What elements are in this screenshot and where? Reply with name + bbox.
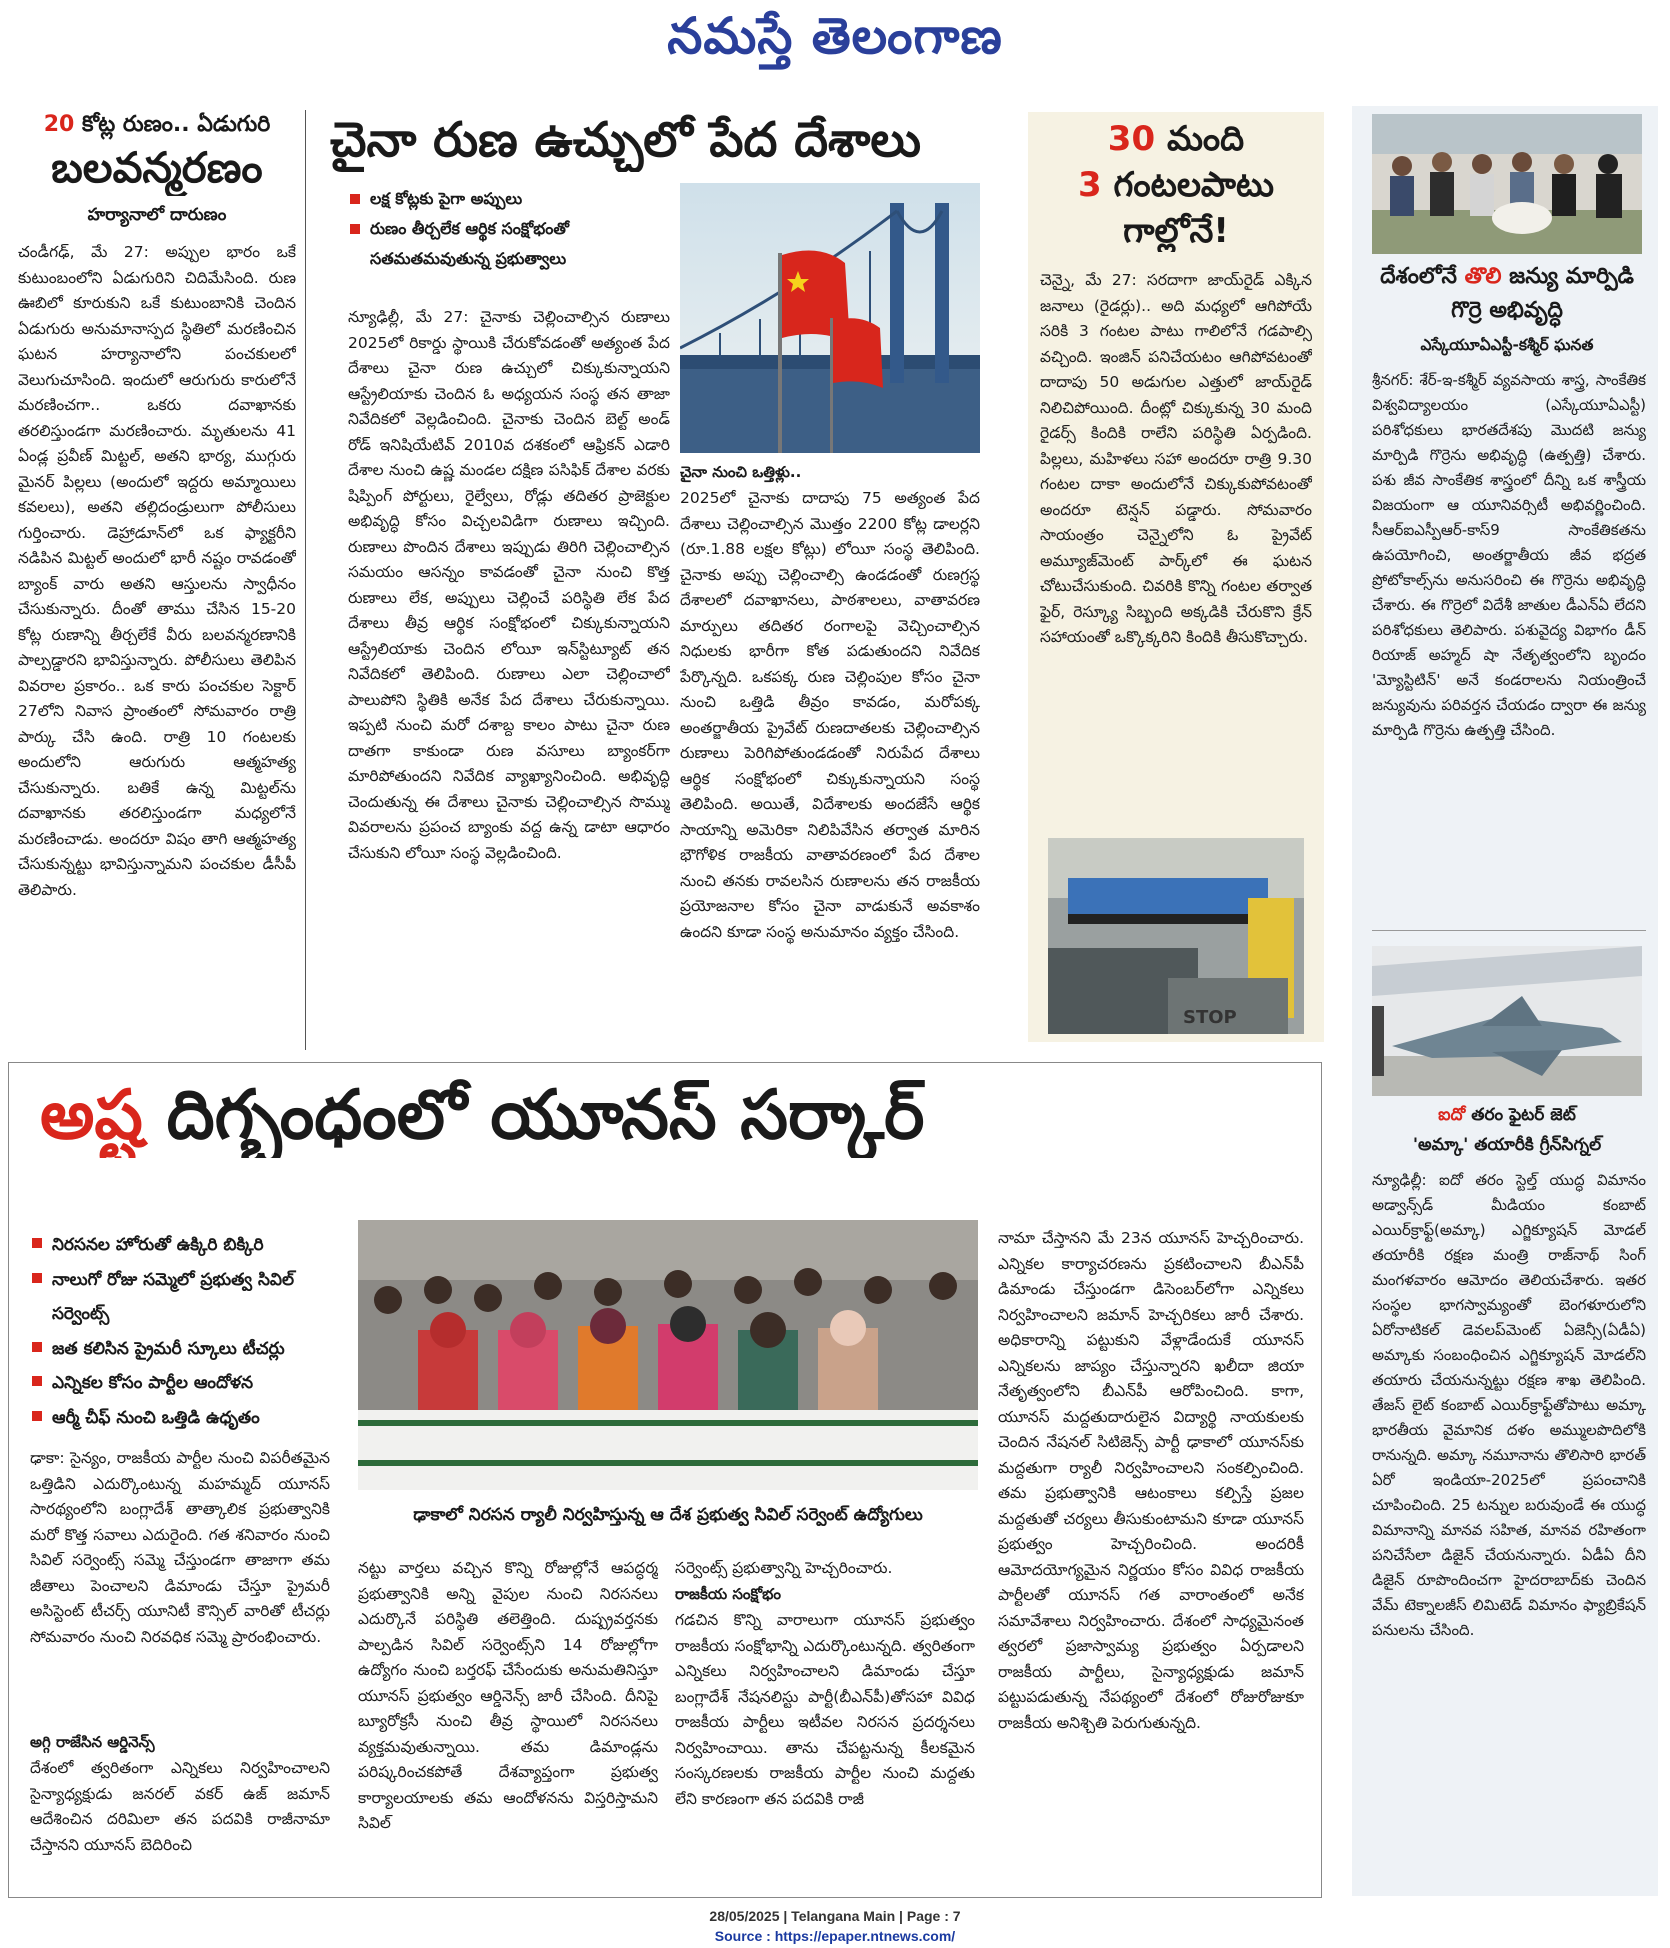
fighter-jet-photo — [1372, 946, 1642, 1096]
story3-number-30: 30 — [1107, 119, 1156, 159]
dhaka-protest-photo — [358, 1220, 978, 1490]
story5-headline-line2: 'అమ్కా' తయారీకి గ్రీన్‌సిగ్నల్ — [1412, 1135, 1602, 1155]
story3-headline-line1 — [1028, 118, 1324, 160]
story6-photo-caption: ఢాకాలో నిరసన ర్యాలీ నిర్వహిస్తున్న ఆ దేశ ప్రభుత్వ సివిల్ సర్వెంట్ ఉద్యోగులు — [413, 1505, 923, 1525]
story4-body: శ్రీనగర్: శేర్-ఇ-కశ్మీర్ వ్యవసాయ శాస్త్ర, సాంకేతిక విశ్వవిద్యాలయం (ఎస్కేయూఏఎస్టీ) పరిశోధకులు భారతదేశపు మొదటి జన్యు మార్పిడి గొర్రెను అభివృద్ధి (ఉత్పత్తి) చేశారు. పశు జీవ సాంకేతిక శాస్త్రంలో దీన్ని ఒక శాస్త్రీయ విజయంగా ఆ యూనివర్సిటీ అభివర్ణించింది. సీఆర్ఐఎస్పీఆర్-కాస్9 సాంకేతికతను ఉపయోగించి, అంతర్జాతీయ జీవ భద్రత ప్రోటోకాల్స్‌ను అనుసరించి ఈ గొర్రెను అభివృద్ధి చేశారు. ఈ గొర్రెలో విదేశీ జాతుల డీఎన్ఏ లేదని పరిశోధకులు తెలిపారు. పశువైద్య విభాగం డీన్ రియాజ్ అహ్మద్ షా నేతృత్వంలోని బృందం 'మ్యోస్టిటిన్' అనే కండరాలను నియంత్రించే జన్యువును పరివర్తన చేయడం ద్వారా ఈ జన్యు మార్పిడి గొర్రెను ఉత్పత్తి చేసింది. — [1372, 371, 1646, 739]
story6-bullet: నాలుగో రోజు సమ్మెలో ప్రభుత్వ సివిల్ సర్వెంట్స్ — [30, 1263, 350, 1332]
story2-headline: చైనా రుణ ఉచ్చులో పేద దేశాలు — [330, 112, 921, 168]
story2-bullet: లక్ష కోట్లకు పైగా అప్పులు — [348, 184, 668, 214]
story6-bullets — [30, 1228, 350, 1435]
story1-headline: బలవన్మరణం — [51, 143, 263, 192]
footer-source-link[interactable]: Source : https://epaper.ntnews.com/ — [714, 1928, 956, 1944]
masthead: నమస్తే తెలంగాణ — [667, 6, 1003, 65]
story-debt-suicide — [18, 110, 296, 1060]
story2-photo-caption: చైనా నుంచి ఒత్తిళ్లు.. — [680, 463, 802, 481]
story3-headline-line2 — [1028, 164, 1324, 206]
story6-headline-highlight: అష్ట — [40, 1075, 143, 1155]
story3-number-3: 3 — [1078, 165, 1102, 205]
story4-headline-part: జన్యు మార్పిడి గొర్రె అభివృద్ధి — [1451, 264, 1634, 323]
story3-body: చెన్నై, మే 27: సరదాగా జాయ్‌రైడ్ ఎక్కిన జనాలు (రైడర్లు).. అది మధ్యలో ఆగిపోయే సరికి 3 గంటల పాటు గాలిలోనే గడపాల్సి వచ్చింది. ఇంజిన్ పనిచేయటం ఆగిపోవటంతో దాదాపు 50 అడుగుల ఎత్తులో జాయ్‌రైడ్ నిలిచిపోయింది. దీంట్లో చిక్కుకున్న 30 మంది రైడర్స్ కిందికి రాలేని పరిస్థితి ఏర్పడింది. పిల్లలు, మహిళలు సహా అందరూ రాత్రి 9.30 గంటల దాకా అందులోనే చిక్కుకుపోవటంతో అందరూ టెన్షన్ పడ్డారు. సోమవారం సాయంత్రం చెన్నైలోని ఓ ప్రైవేట్ అమ్యూజ్‌మెంట్ పార్క్‌లో ఈ ఘటన చోటుచేసుకుంది. చివరికి కొన్ని గంటల తర్వాత ఫైర్, రెస్క్యూ సిబ్బంది అక్కడికి చేరుకొని క్రేన్ సహాయంతో ఒక్కొక్కరిని కిందికి తీసుకొచ్చారు. — [1040, 271, 1312, 646]
story5-headline-highlight: ఐదో — [1438, 1105, 1466, 1125]
story6-bullet: ఆర్మీ చీఫ్ నుంచి ఒత్తిడి ఉధృతం — [30, 1401, 350, 1436]
china-flags-bridge-photo — [680, 183, 980, 453]
story4-headline-highlight: తొలి — [1464, 264, 1502, 289]
story5-body: న్యూఢిల్లీ: ఐదో తరం స్టెల్త్ యుద్ధ విమానం అడ్వాన్స్‌డ్ మీడియం కంబాట్ ఎయిర్‌క్రాఫ్ట్(అమ్కా) ఎగ్జిక్యూషన్ మోడల్ తయారీకి రక్షణ మంత్రి రాజ్‌నాథ్ సింగ్ మంగళవారం ఆమోదం తెలియచేశారు. ఇతర సంస్థల భాగస్వామ్యంతో బెంగళూరులోని ఏరోనాటికల్ డెవలప్‌మెంట్ ఏజెన్సీ(ఏడీఏ) అమ్కాకు సంబంధించిన ఎగ్జిక్యూషన్ మోడల్‌ని తయారు చేయనున్నట్టు రక్షణ శాఖ తెలిపింది. తేజస్ లైట్ కంబాట్ ఎయిర్‌క్రాఫ్ట్‌తోపాటు అమ్కా భారతీయ వైమానిక దళం అమ్ములపొదిలోకి రానున్నది. అమ్కా నమూనాను తొలిసారి భారత్ ఏరో ఇండియా-2025లో ప్రపంచానికి చూపించింది. 25 టన్నుల బరువుండే ఈ యుద్ధ విమానాన్ని మానవ సహిత, మానవ రహితంగా పనిచేసేలా డిజైన్ చేయనున్నారు. ఏడీఏ దీని డిజైన్ రూపొందించగా హైదరాబాద్‌కు చెందిన వేమ్ టెక్నాలజీస్ లిమిటెడ్ విమానం ఫ్యాబ్రికేషన్ పనులను చేసింది. — [1372, 1171, 1646, 1639]
story4-headline — [1362, 260, 1652, 328]
story6-bullet: నిరసనల హోరుతో ఉక్కిరి బిక్కిరి — [30, 1228, 350, 1263]
joyride-photo — [1048, 838, 1304, 1034]
story6-col3-subhead: రాజకీయ సంక్షోభం — [675, 1585, 781, 1603]
story6-headline — [40, 1072, 1310, 1158]
story6-body-col4: నామా చేస్తానని మే 23న యూనస్ హెచ్చరించారు. ఎన్నికల కార్యాచరణను ప్రకటించాలని బీఎన్‌పీ డిమాండు చేస్తుండగా డిసెంబర్‌లోగా ఎన్నికలు నిర్వహించాలని జమాన్ హెచ్చరికలు జారీ చేశారు. అధికారాన్ని పట్టుకుని వేళ్లాడేందుకే యూనస్ ఎన్నికలను జాప్యం చేస్తున్నారని ఖలీదా జియా నేతృత్వంలోని బీఎన్‌పీ ఆరోపించింది. కాగా, యూనస్ మద్దతుదారులైన విద్యార్థి నాయకులకు చెందిన నేషనల్ సిటిజెన్స్ పార్టీ ఢాకాలో యూనస్‌కు మద్దతుగా ర్యాలీ నిర్వహించాలని సంకల్పించింది. తమ ప్రభుత్వానికి ఆటంకాలు కల్పిస్తే ప్రజల మద్దతుతో చర్యలు తీసుకుంటామని కూడా యూనస్ ప్రభుత్వం హెచ్చరించింది. అందరికీ ఆమోదయోగ్యమైన నిర్ణయం కోసం వివిధ రాజకీయ పార్టీలతో యూనస్ గత వారాంతంలో అనేక సమావేశాలు నిర్వహించారు. దేశంలో సాధ్యమైనంత త్వరలో ప్రజాస్వామ్య ప్రభుత్వం ఏర్పడాలని రాజకీయ పార్టీలు, సైన్యాధ్యక్షుడు జమాన్ పట్టుపడుతున్న నేపథ్యంలో దేశంలో రోజురోజుకూ రాజకీయ అనిశ్చితి పెరుగుతున్నది. — [998, 1229, 1304, 1732]
story6-body-col1: ఢాకా: సైన్యం, రాజకీయ పార్టీల నుంచి విపరీతమైన ఒత్తిడిని ఎదుర్కొంటున్న మహమ్మద్ యూనస్ సారథ్యంలోని బంగ్లాదేశ్ తాత్కాలిక ప్రభుత్వానికి మరో కొత్త సవాలు ఎదురైంది. గత శనివారం నుంచి సివిల్ సర్వెంట్స్ సమ్మె చేస్తుండగా తాజాగా తమ జీతాలు పెంచాలని డిమాండు చేస్తూ ప్రైమరీ అసిస్టెంట్ టీచర్స్ యూనిటీ కౌన్సిల్ వారితో టీచర్లు సోమవారం నుంచి నిరవధిక సమ్మె ప్రారంభించారు. — [30, 1449, 330, 1646]
story6-col1-subhead: అగ్గి రాజేసిన ఆర్డినెన్స్ — [30, 1733, 155, 1751]
story3-headline-text: గంటలపాటు — [1101, 165, 1274, 205]
story2-body-col1: న్యూఢిల్లీ, మే 27: చైనాకు చెల్లించాల్సిన రుణాలు 2025లో రికార్డు స్థాయికి చేరుకోవడంతో అత్యంత పేద దేశాలు చైనా రుణ ఉచ్చులో చిక్కుకున్నాయని ఆస్ట్రేలియాకు చెందిన ఓ అధ్యయన సంస్థ తన తాజా నివేదికలో వెల్లడించింది. చైనాకు చెందిన బెల్ట్ అండ్ రోడ్ ఇనిషియేటివ్ 2010వ దశకంలో ఆఫ్రికన్ ఎడారి దేశాల నుంచి ఉష్ణ మండల దక్షిణ పసిఫిక్ దేశాల వరకు షిప్పింగ్ పోర్టులు, రైల్వేలు, రోడ్లు తదితర ప్రాజెక్టుల అభివృద్ధి కోసం విచ్చలవిడిగా రుణాలు ఇచ్చింది. రుణాలు పొందిన దేశాలు ఇప్పుడు తిరిగి చెల్లించాల్సిన సమయం ఆసన్నం కావడంతో చైనా నుంచి కొత్త రుణాలు లేక, అప్పులు చెల్లించే పరిస్థితి లేక పేద దేశాలు తీవ్ర ఆర్థిక సంక్షోభంలో చిక్కుకున్నాయని ఆస్ట్రేలియాకు చెందిన లోయీ ఇన్‌స్టిట్యూట్ తన నివేదికలో తెలిపింది. రుణాలు ఎలా చెల్లించాలో పాలుపోని స్థితికి అనేక పేద దేశాలు చేరుకున్నాయి. ఇప్పటి నుంచి మరో దశాబ్ద కాలం పాటు చైనా రుణ దాతగా కాకుండా రుణ వసూలు బ్యాంకర్‌గా మారిపోతుందని నివేదిక వ్యాఖ్యానించింది. అభివృద్ధి చెందుతున్న ఈ దేశాలు చైనాకు చెల్లించాల్సిన సొమ్ము వివరాలను ప్రపంచ బ్యాంకు వద్ద ఉన్న డాటా ఆధారం చేసుకుని లోయీ సంస్థ వెల్లడించింది. — [348, 308, 670, 862]
story5-headline-part: తరం ఫైటర్ జెట్ — [1465, 1105, 1576, 1125]
researchers-with-sheep-photo — [1372, 114, 1642, 254]
story6-body-col3b: గడచిన కొన్ని వారాలుగా యూనస్ ప్రభుత్వం రాజకీయ సంక్షోభాన్ని ఎదుర్కొంటున్నది. త్వరితంగా ఎన్నికలు నిర్వహించాలని డిమాండు చేస్తూ బంగ్లాదేశ్ నేషనలిస్టు పార్టీ(బీఎన్‌పీ)తోసహా వివిధ రాజకీయ పార్టీలు ఇటీవల నిరసన ప్రదర్శనలు నిర్వహించాయి. తాను చేపట్టనున్న కీలకమైన సంస్కరణలకు రాజకీయ పార్టీల నుంచి మద్దతు లేని కారణంగా తన పదవికి రాజీ — [675, 1611, 975, 1808]
story2-bullet: రుణం తీర్చలేక ఆర్థిక సంక్షోభంతో సతమతమవుతున్న ప్రభుత్వాలు — [348, 214, 668, 274]
svg-text:STOP: STOP — [1183, 1007, 1237, 1028]
story6-body-col3: సర్వెంట్స్ ప్రభుత్వాన్ని హెచ్చరించారు. — [675, 1559, 893, 1577]
story6-headline-part: దిగ్బంధంలో యూనస్ సర్కార్ — [142, 1075, 925, 1155]
column-divider — [305, 110, 306, 1050]
footer-edition-info: 28/05/2025 | Telangana Main | Page : 7 — [709, 1908, 961, 1924]
story6-body-col2: నట్టు వార్తలు వచ్చిన కొన్ని రోజుల్లోనే ఆపద్ధర్మ ప్రభుత్వానికి అన్ని వైపుల నుంచి నిరసనలు ఎదుర్కొనే పరిస్థితి తలెత్తింది. దుష్ప్రవర్తనకు పాల్పడిన సివిల్ సర్వెంట్స్‌ని 14 రోజుల్లోగా ఉద్యోగం నుంచి బర్తరఫ్ చేసేందుకు అనుమతినిస్తూ యూనస్ ప్రభుత్వం ఆర్డినెన్స్ జారీ చేసింది. దీనిపై బ్యూరోక్రసీ నుంచి తీవ్ర స్థాయిలో నిరసనలు వ్యక్తమవుతున్నాయి. తమ డిమాండ్లను పరిష్కరించకపోతే దేశవ్యాప్తంగా ప్రభుత్వ కార్యాలయాలకు తమ ఆందోళనను విస్తరిస్తామని సివిల్ — [358, 1559, 658, 1832]
story1-kicker — [18, 110, 296, 140]
story1-body: చండీగఢ్, మే 27: అప్పుల భారం ఒకే కుటుంబంలోని ఏడుగురిని చిదిమేసింది. రుణ ఊబిలో కూరుకుని ఒకే కుటుంబానికి చెందిన ఏడుగురు అనుమానాస్పద స్థితిలో మరణించిన ఘటన హర్యానాలోని పంచకులలో వెలుగుచూసింది. ఇందులో ఆరుగురు కారులోనే మరణించగా.. ఒకరు దవాఖానకు తరలిస్తుండగా మరణించారు. మృతులను 41 ఏండ్ల ప్రవీణ్ మిట్టల్, అతని భార్య, ముగ్గురు మైనర్ పిల్లలు (అందులో ఇద్దరు అమ్మాయిలు కవలలు), అతని తల్లిదండ్రులుగా పోలీసులు గుర్తించారు. డెహ్రాడూన్‌లో ఒక ఫ్యాక్టరీని నడిపిన మిట్టల్ అందులో భారీ నష్టం రావడంతో బ్యాంక్ వారు అతని ఆస్తులను స్వాధీనం చేసుకున్నారు. దీంతో తాము చేసిన 15-20 కోట్ల రుణాన్ని తీర్చలేకే వీరు బలవన్మరణానికి పాల్పడ్డారని భావిస్తున్నారు. పోలీసులు తెలిపిన వివరాల ప్రకారం.. ఒక కారు పంచకుల సెక్టార్ 27లోని నివాస ప్రాంతంలో సోమవారం రాత్రి పార్కు చేసి ఉంది. రాత్రి 10 గంటలకు అందులోని ఆరుగురు ఆత్మహత్య చేసుకున్నారు. బతికే ఉన్న మిట్టల్‌ను దవాఖానకు తరలిస్తుండగా మధ్యలోనే మరణించాడు. అందరూ విషం తాగి ఆత్మహత్య చేసుకున్నట్టు భావిస్తున్నామని పంచకుల డీసీపీ తెలిపారు. — [18, 243, 296, 899]
story6-bullet: ఎన్నికల కోసం పార్టీల ఆందోళన — [30, 1366, 350, 1401]
story2-bullets — [348, 184, 668, 274]
story5-headline-line1 — [1362, 1100, 1652, 1130]
story3-headline-line3: గాల్లోనే! — [1123, 211, 1229, 251]
story4-headline-part: దేశంలోనే — [1380, 264, 1465, 289]
story2-body-col2: 2025లో చైనాకు దాదాపు 75 అత్యంత పేద దేశాలు చెల్లించాల్సిన మొత్తం 2200 కోట్ల డాలర్లని (రూ.1.88 లక్షల కోట్లు) లోయీ సంస్థ తెలిపింది. చైనాకు అప్పు చెల్లించాల్సి ఉండడంతో రుణగ్రస్థ దేశాలలో దవాఖానలు, పాఠశాలలు, వాతావరణ మార్పులు తదితర రంగాలపై వెచ్చించాల్సిన నిధులకు భారీగా కోత పడుతుందని నివేదిక పేర్కొన్నది. ఒకపక్క రుణ చెల్లింపుల కోసం చైనా నుంచి ఒత్తిడి తీవ్రం కావడం, మరోపక్క అంతర్జాతీయ ప్రైవేట్ రుణదాతలకు చెల్లించాల్సిన రుణాలు పెరిగిపోతుండడంతో నిరుపేద దేశాలు ఆర్థిక సంక్షోభంలో చిక్కుకున్నాయని సంస్థ తెలిపింది. అయితే, విదేశాలకు అందజేసే ఆర్థిక సాయాన్ని అమెరికా నిలిపివేసిన తర్వాత మారిన భౌగోళిక రాజకీయ వాతావరణంలో పేద దేశాల నుంచి తనకు రావలసిన రుణాలను తన రాజకీయ ప్రయోజనాల కోసం చైనా వాడుకునే అవకాశం ఉందని కూడా సంస్థ అనుమానం వ్యక్తం చేసింది. — [680, 489, 980, 941]
story1-kicker-text: కోట్ల రుణం.. ఏడుగురి — [74, 112, 271, 137]
story1-subhead: హర్యానాలో దారుణం — [87, 205, 227, 225]
story6-bullet: జత కలిసిన ప్రైమరీ స్కూలు టీచర్లు — [30, 1332, 350, 1367]
story3-headline-text: మంది — [1155, 119, 1245, 159]
story-china-debt — [330, 108, 1020, 172]
story4-subhead: ఎస్కేయూఏఎస్టీ-కశ్మీర్ ఘనత — [1420, 336, 1594, 354]
story6-body-col1b: దేశంలో త్వరితంగా ఎన్నికలు నిర్వహించాలని సైన్యాధ్యక్షుడు జనరల్ వకర్ ఉజ్ జమాన్ ఆదేశించిన దరిమిలా తన పదవికి రాజీనామా చేస్తానని యూనస్ బెదిరించి — [30, 1759, 330, 1854]
story1-kicker-number: 20 — [43, 112, 75, 137]
sidebar-divider — [1372, 930, 1646, 931]
